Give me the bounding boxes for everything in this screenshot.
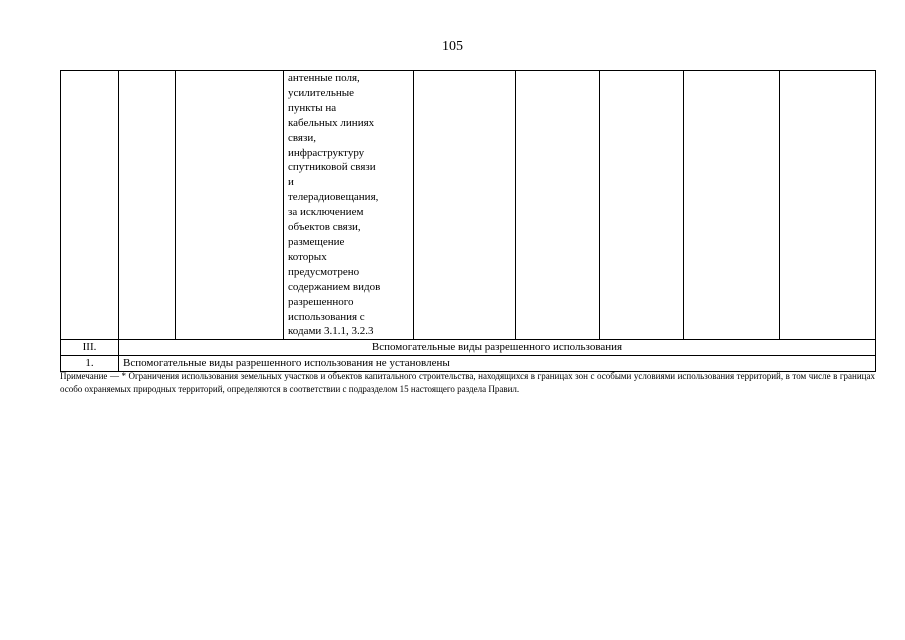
regulations-table <box>60 70 876 372</box>
cell-col-7 <box>600 71 684 340</box>
cell-col-4 <box>284 71 414 340</box>
section-number: III. <box>61 340 119 356</box>
cell-col-3 <box>176 71 284 340</box>
section-row <box>61 340 876 356</box>
continuation-row <box>61 71 876 340</box>
cell-col-5 <box>414 71 516 340</box>
cell-col-9 <box>780 71 876 340</box>
item-number: 1. <box>61 356 119 372</box>
cell-col-2 <box>119 71 176 340</box>
section-title: Вспомогательные виды разрешенного использования <box>119 340 876 356</box>
cell-col-8 <box>684 71 780 340</box>
footnote: Примечание — * Ограничения использования земельных участков и объектов капитального строительства, находящихся в границах зон с особыми условиями использования территорий, в том числе в границах особо охраняемых природных территорий, определяются в соответствии с подразделом 15 настоящего раздела Правил. <box>60 371 875 394</box>
item-text: Вспомогательные виды разрешенного использования не установлены <box>119 356 876 372</box>
permitted-use-description: антенные поля, усилительные пункты на кабельных линиях связи, инфраструктуру спутниковой связи и телерадиовещания, за исключением объектов связи, размещение которых предусмотрено содержанием видов разрешенного использования с кодами 3.1.1, 3.2.3 <box>288 72 381 338</box>
cell-col-6 <box>516 71 600 340</box>
page-number: 105 <box>442 39 463 54</box>
cell-col-1 <box>61 71 119 340</box>
